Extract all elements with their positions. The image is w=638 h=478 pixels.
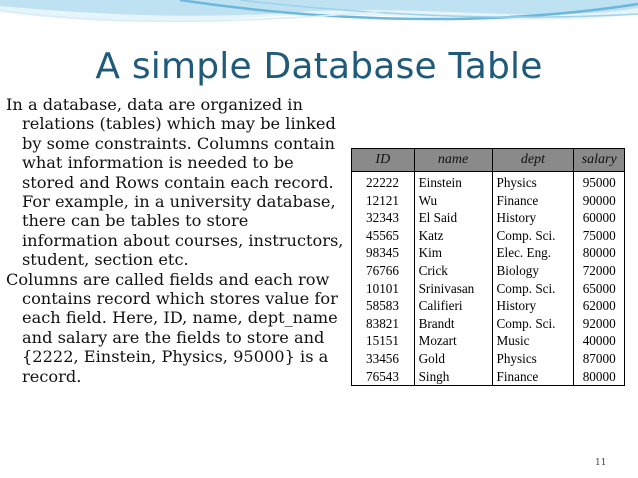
cell-dept: Comp. Sci.	[492, 280, 574, 298]
table-row	[352, 297, 625, 315]
cell-salary: 92000	[574, 315, 625, 333]
cell-id: 45565	[352, 227, 415, 245]
cell-salary: 72000	[574, 262, 625, 280]
cell-name: Gold	[414, 350, 492, 368]
header-name: name	[414, 149, 492, 172]
table-row	[352, 315, 625, 333]
cell-name: Califieri	[414, 297, 492, 315]
cell-dept: History	[492, 209, 574, 227]
body-paragraph-2: Columns are called fields and each row contains record which stores value for each field. Here, ID, name, dept_name and salary are the fields to store and {2222, Einstein, Physics, 95000} is a record.	[6, 269, 338, 386]
cell-name: Einstein	[414, 172, 492, 192]
table-row	[352, 368, 625, 386]
cell-salary: 80000	[574, 368, 625, 386]
cell-dept: Physics	[492, 172, 574, 192]
cell-salary: 60000	[574, 209, 625, 227]
cell-id: 76543	[352, 368, 415, 386]
cell-name: Crick	[414, 262, 492, 280]
table-row	[352, 332, 625, 350]
cell-dept: Elec. Eng.	[492, 244, 574, 262]
cell-dept: Finance	[492, 192, 574, 210]
cell-salary: 62000	[574, 297, 625, 315]
cell-name: Brandt	[414, 315, 492, 333]
cell-salary: 65000	[574, 280, 625, 298]
cell-name: Wu	[414, 192, 492, 210]
cell-dept: Music	[492, 332, 574, 350]
header-id: ID	[352, 149, 415, 172]
page-number: 11	[595, 458, 607, 468]
cell-name: Srinivasan	[414, 280, 492, 298]
cell-id: 83821	[352, 315, 415, 333]
table-row	[352, 227, 625, 245]
table-row	[352, 280, 625, 298]
slide-title: A simple Database Table	[95, 46, 543, 87]
cell-name: Katz	[414, 227, 492, 245]
cell-id: 58583	[352, 297, 415, 315]
cell-name: El Said	[414, 209, 492, 227]
table-header-row	[352, 149, 625, 172]
cell-dept: Comp. Sci.	[492, 227, 574, 245]
table-row	[352, 172, 625, 192]
database-table-figure	[351, 148, 625, 386]
table-row	[352, 209, 625, 227]
cell-salary: 40000	[574, 332, 625, 350]
cell-dept: Finance	[492, 368, 574, 386]
table-row	[352, 244, 625, 262]
body-text	[6, 95, 348, 386]
table-row	[352, 350, 625, 368]
cell-dept: Biology	[492, 262, 574, 280]
cell-name: Mozart	[414, 332, 492, 350]
table-row	[352, 262, 625, 280]
cell-dept: Physics	[492, 350, 574, 368]
database-table	[351, 148, 625, 386]
cell-salary: 87000	[574, 350, 625, 368]
cell-id: 15151	[352, 332, 415, 350]
cell-salary: 75000	[574, 227, 625, 245]
cell-dept: History	[492, 297, 574, 315]
header-dept: dept	[492, 149, 574, 172]
cell-id: 33456	[352, 350, 415, 368]
cell-name: Singh	[414, 368, 492, 386]
cell-salary: 80000	[574, 244, 625, 262]
table-row	[352, 192, 625, 210]
cell-id: 32343	[352, 209, 415, 227]
body-paragraph-1: In a database, data are organized in relations (tables) which may be linked by some constraints. Columns contain what information is needed to be stored and Rows contain each record. For example, in a university database, there can be tables to store information about courses, instructors, student, section etc.	[6, 95, 344, 270]
cell-id: 76766	[352, 262, 415, 280]
cell-dept: Comp. Sci.	[492, 315, 574, 333]
cell-id: 12121	[352, 192, 415, 210]
cell-id: 98345	[352, 244, 415, 262]
cell-id: 22222	[352, 172, 415, 192]
header-salary: salary	[574, 149, 625, 172]
cell-salary: 95000	[574, 172, 625, 192]
cell-name: Kim	[414, 244, 492, 262]
cell-id: 10101	[352, 280, 415, 298]
cell-salary: 90000	[574, 192, 625, 210]
